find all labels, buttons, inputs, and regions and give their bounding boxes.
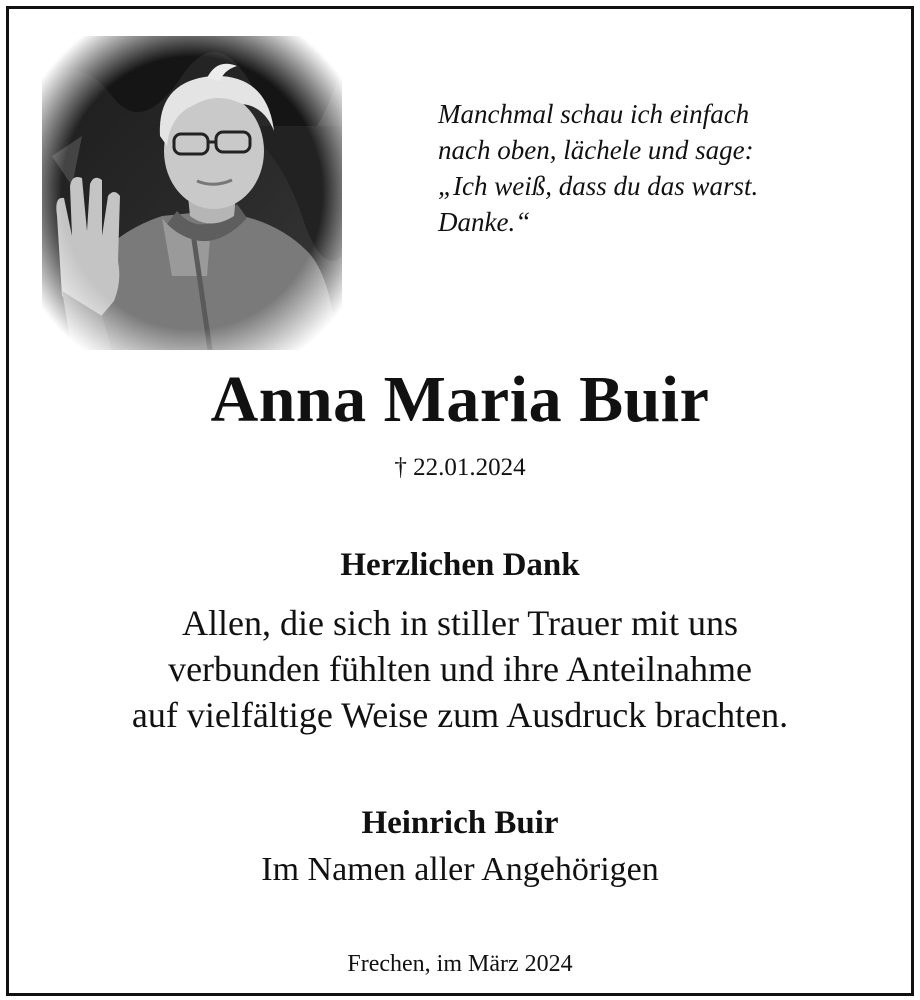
death-date: † 22.01.2024 [394,454,526,481]
quote-line: nach oben, lächele und sage: [438,135,754,165]
thanks-heading: Herzlichen Dank [340,547,580,583]
place-date: Frechen, im März 2024 [347,951,573,977]
quote-line: Danke.“ [438,207,531,237]
thanks-line: Allen, die sich in stiller Trauer mit uns [182,603,738,643]
portrait-photo [42,36,342,350]
deceased-name: Anna Maria Buir [210,363,710,436]
quote-line: Manchmal schau ich einfach [438,99,750,129]
thanks-message [0,600,920,738]
signer-name: Heinrich Buir [361,805,559,841]
thanks-line: auf vielfältige Weise zum Ausdruck brachten. [131,695,789,735]
quote-line: „Ich weiß, dass du das warst. [438,171,759,201]
memorial-quote [438,96,878,240]
thanks-line: verbunden fühlten und ihre Anteilnahme [168,649,752,689]
signer-subtitle: Im Namen aller Angehörigen [261,851,659,888]
portrait-image [42,36,342,350]
